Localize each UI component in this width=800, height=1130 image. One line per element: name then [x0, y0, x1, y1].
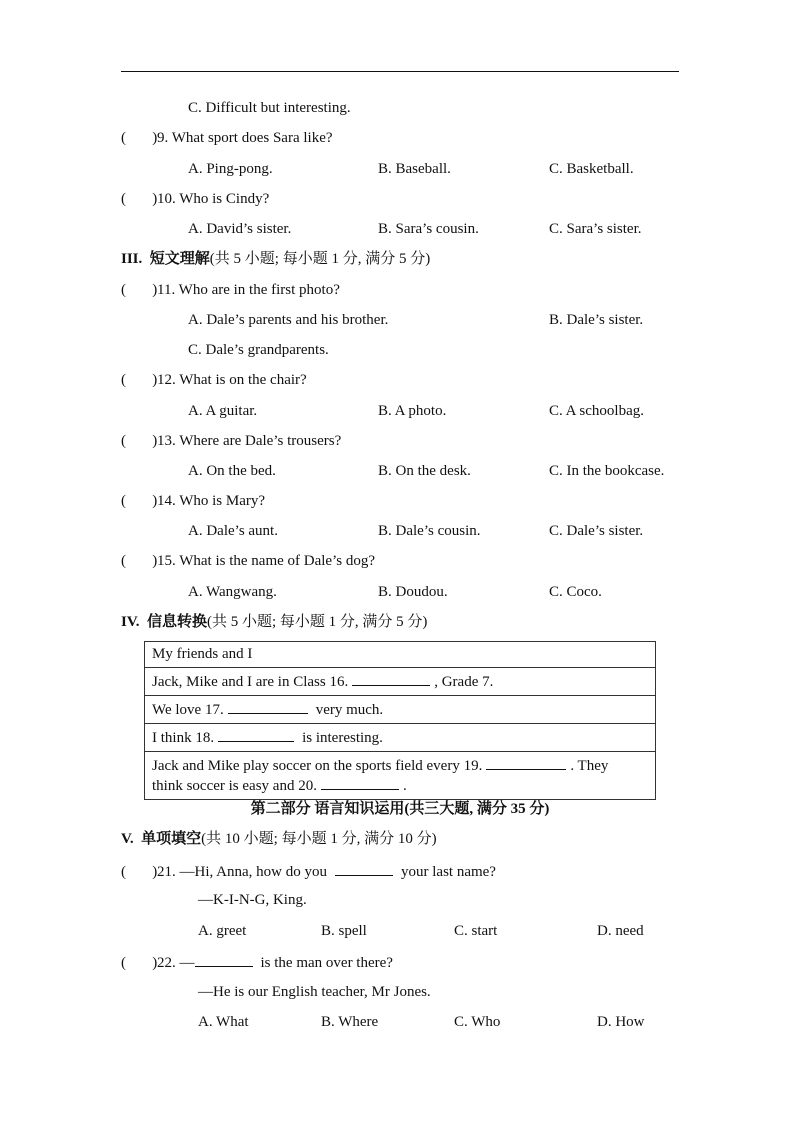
question-13	[121, 432, 341, 450]
table-row	[145, 668, 656, 696]
q21-option-b: B. spell	[321, 923, 367, 939]
q14-option-a: A. Dale’s aunt.	[188, 523, 278, 539]
question-11	[121, 281, 340, 299]
section-number: V.	[121, 831, 134, 847]
answer-bracket[interactable]: ( )	[121, 372, 158, 388]
blank-19[interactable]	[486, 755, 566, 770]
answer-bracket[interactable]: ( )	[121, 282, 158, 298]
blank-21[interactable]	[335, 861, 393, 876]
answer-bracket[interactable]: ( )	[121, 493, 158, 509]
q10-option-a: A. David’s sister.	[188, 221, 292, 237]
q14-option-c: C. Dale’s sister.	[549, 523, 644, 539]
q9-option-a: A. Ping-pong.	[188, 161, 273, 177]
question-22: ( )22. — is the man over there?	[121, 952, 393, 972]
section-note: (共 5 小题; 每小题 1 分, 满分 5 分)	[207, 614, 428, 630]
q22-option-a: A. What	[198, 1014, 249, 1030]
section-note: (共 5 小题; 每小题 1 分, 满分 5 分)	[209, 251, 431, 267]
q8-option-c: C. Difficult but interesting.	[188, 100, 351, 116]
table-cell: We love 17. very much.	[145, 696, 656, 724]
section-3-heading	[121, 250, 430, 268]
q13-option-b: B. On the desk.	[378, 463, 471, 479]
answer-bracket[interactable]: ( )	[121, 130, 158, 146]
question-12	[121, 371, 307, 389]
answer-bracket[interactable]: ( )	[121, 433, 158, 449]
table-cell: Jack and Mike play soccer on the sports field every 19. . They think soccer is easy and 20. .	[145, 752, 656, 800]
q21-option-a: A. greet	[198, 923, 247, 939]
table-row	[145, 724, 656, 752]
q22-option-b: B. Where	[321, 1014, 379, 1030]
q12-option-a: A. A guitar.	[188, 403, 258, 419]
q11-option-a: A. Dale’s parents and his brother.	[188, 312, 389, 328]
q13-option-a: A. On the bed.	[188, 463, 276, 479]
blank-16[interactable]	[352, 671, 430, 686]
section-number: III.	[121, 251, 143, 267]
question-text: 9. What sport does Sara like?	[157, 130, 333, 146]
section-number: IV.	[121, 614, 140, 630]
q22-option-c: C. Who	[454, 1014, 501, 1030]
info-table	[144, 641, 656, 800]
blank-18[interactable]	[218, 727, 294, 742]
question-text: 14. Who is Mary?	[157, 493, 266, 509]
q21-option-c: C. start	[454, 923, 498, 939]
q11-option-b: B. Dale’s sister.	[549, 312, 644, 328]
q15-option-a: A. Wangwang.	[188, 584, 277, 600]
answer-bracket[interactable]: ( )	[121, 191, 158, 207]
q12-option-b: B. A photo.	[378, 403, 447, 419]
q21-option-d: D. need	[597, 923, 644, 939]
section-title: 短文理解	[149, 251, 210, 267]
section-4-heading	[121, 613, 427, 631]
blank-17[interactable]	[228, 699, 308, 714]
question-text: 12. What is on the chair?	[157, 372, 307, 388]
question-text: 21. —Hi, Anna, how do you	[157, 864, 327, 880]
q10-option-b: B. Sara’s cousin.	[378, 221, 479, 237]
top-rule	[121, 71, 679, 72]
answer-bracket[interactable]: ( )	[121, 553, 158, 569]
table-row	[145, 752, 656, 800]
q11-option-c: C. Dale’s grandparents.	[188, 342, 329, 358]
answer-bracket[interactable]: ( )	[121, 955, 158, 971]
q14-option-b: B. Dale’s cousin.	[378, 523, 481, 539]
q15-option-c: C. Coco.	[549, 584, 602, 600]
question-text: 13. Where are Dale’s trousers?	[157, 433, 342, 449]
section-title: 单项填空	[141, 831, 202, 847]
q22-answer-line: —He is our English teacher, Mr Jones.	[198, 984, 431, 1000]
q10-option-c: C. Sara’s sister.	[549, 221, 642, 237]
q22-option-d: D. How	[597, 1014, 645, 1030]
question-10	[121, 190, 269, 208]
question-text: 22. —	[157, 955, 195, 971]
question-14	[121, 492, 265, 510]
question-21: ( )21. —Hi, Anna, how do you your last name?	[121, 861, 496, 881]
q13-option-c: C. In the bookcase.	[549, 463, 665, 479]
section-title: 信息转换	[147, 614, 208, 630]
question-15	[121, 552, 375, 570]
table-cell: Jack, Mike and I are in Class 16. , Grade 7.	[145, 668, 656, 696]
section-5-heading	[121, 830, 437, 848]
table-cell: My friends and I	[145, 642, 656, 668]
question-text: 11. Who are in the first photo?	[157, 282, 340, 298]
table-cell: I think 18. is interesting.	[145, 724, 656, 752]
question-9	[121, 129, 333, 147]
table-row	[145, 642, 656, 668]
blank-20[interactable]	[321, 775, 399, 790]
q15-option-b: B. Doudou.	[378, 584, 448, 600]
question-text: 10. Who is Cindy?	[157, 191, 270, 207]
q9-option-c: C. Basketball.	[549, 161, 634, 177]
q12-option-c: C. A schoolbag.	[549, 403, 645, 419]
blank-22[interactable]	[195, 952, 253, 967]
answer-bracket[interactable]: ( )	[121, 864, 158, 880]
part-2-heading: 第二部分 语言知识运用(共三大题, 满分 35 分)	[250, 801, 550, 817]
section-note: (共 10 小题; 每小题 1 分, 满分 10 分)	[201, 831, 437, 847]
question-text: 15. What is the name of Dale’s dog?	[157, 553, 375, 569]
q21-answer-line: —K-I-N-G, King.	[198, 892, 307, 908]
q9-option-b: B. Baseball.	[378, 161, 451, 177]
table-row	[145, 696, 656, 724]
